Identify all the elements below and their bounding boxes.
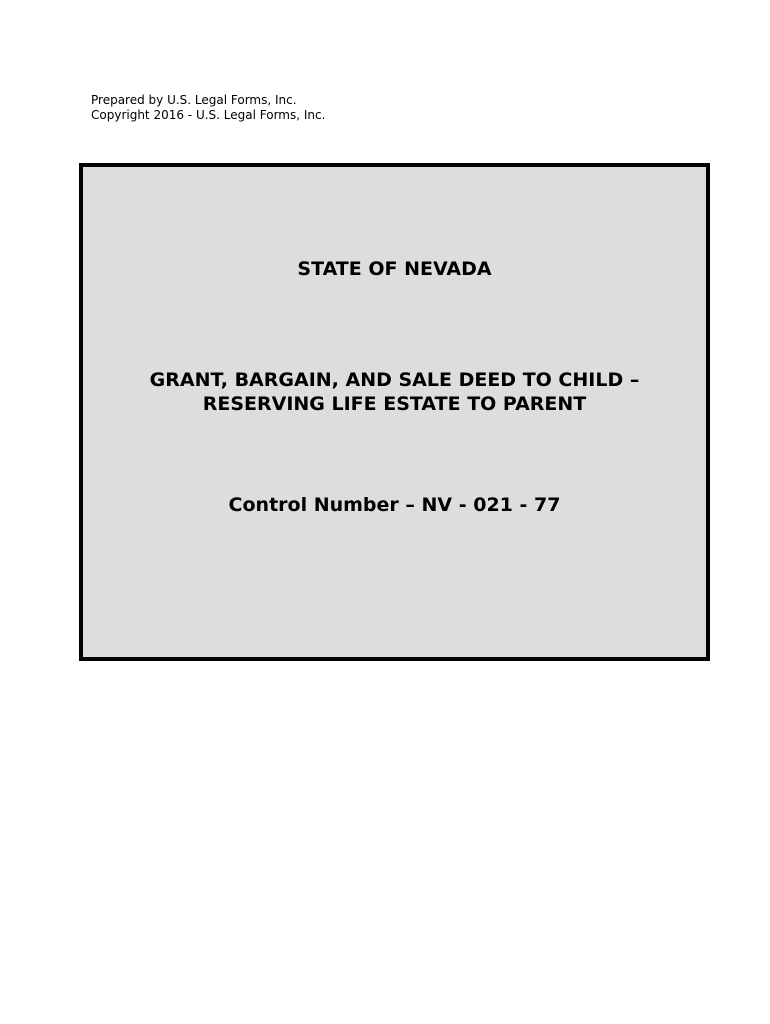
control-number: Control Number – NV - 021 - 77 xyxy=(228,494,561,516)
deed-title-line-1: GRANT, BARGAIN, AND SALE DEED TO CHILD – xyxy=(149,369,640,391)
state-title: STATE OF NEVADA xyxy=(297,258,492,280)
cover-title-box xyxy=(79,163,710,661)
deed-title-line-2: RESERVING LIFE ESTATE TO PARENT xyxy=(202,393,587,415)
copyright-text: Copyright 2016 - U.S. Legal Forms, Inc. xyxy=(91,108,326,122)
prepared-by-text: Prepared by U.S. Legal Forms, Inc. xyxy=(91,93,297,107)
preparer-notice xyxy=(91,93,325,123)
